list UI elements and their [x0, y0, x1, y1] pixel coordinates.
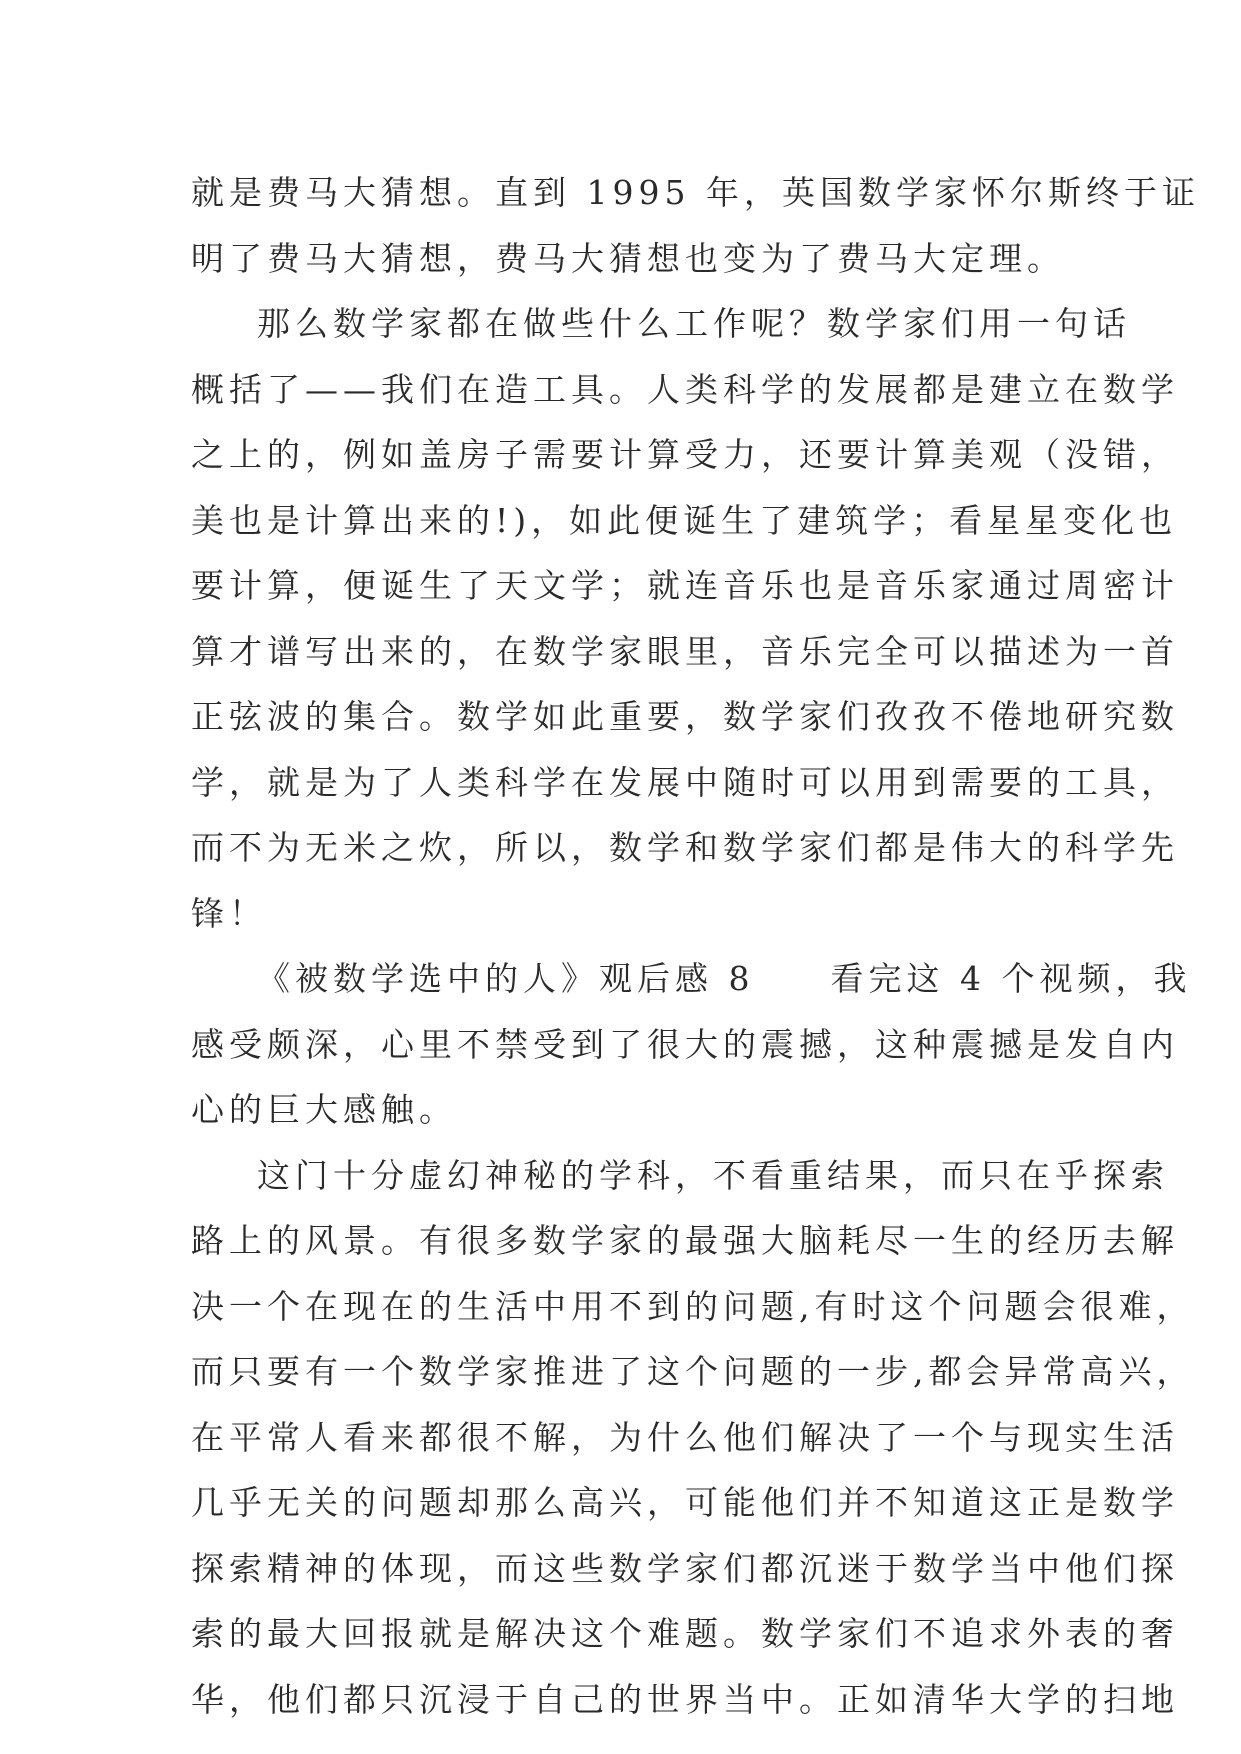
text-line: 明了费马大猜想，费马大猜想也变为了费马大定理。 — [191, 238, 1065, 278]
text-line: 而不为无米之炊，所以，数学和数学家们都是伟大的科学先 — [191, 828, 1179, 867]
text-line: 决一个在现在的生活中用不到的问题,有时这个问题会很难， — [191, 1286, 1195, 1326]
text-line: 这门十分虚幻神秘的学科，不看重结果，而只在乎探索 — [257, 1155, 1169, 1195]
text-line: 学，就是为了人类科学在发展中随时可以用到需要的工具， — [191, 762, 1179, 802]
text-line: 要计算，便诞生了天文学；就连音乐也是音乐家通过周密计 — [191, 566, 1179, 605]
text-line: 探索精神的体现，而这些数学家们都沉迷于数学当中他们探 — [191, 1548, 1179, 1588]
text-line: 之上的，例如盖房子需要计算受力，还要计算美观（没错， — [191, 435, 1179, 474]
text-line: 算才谱写出来的，在数学家眼里，音乐完全可以描述为一首 — [191, 631, 1179, 671]
text-line: 几乎无关的问题却那么高兴，可能他们并不知道这正是数学 — [191, 1483, 1179, 1522]
text-line: 而只要有一个数学家推进了这个问题的一步,都会异常高兴， — [191, 1352, 1195, 1391]
text-line: 感受颇深，心里不禁受到了很大的震撼，这种震撼是发自内 — [191, 1024, 1179, 1064]
text-line: 路上的风景。有很多数学家的最强大脑耗尽一生的经历去解 — [191, 1221, 1179, 1260]
text-line: 正弦波的集合。数学如此重要，数学家们孜孜不倦地研究数 — [191, 697, 1179, 736]
text-line: 《被数学选中的人》观后感 8 看完这 4 个视频，我 — [257, 959, 1192, 998]
text-line: 华，他们都只沉浸于自己的世界当中。正如清华大学的扫地 — [191, 1679, 1179, 1719]
text-line: 美也是计算出来的!)，如此便诞生了建筑学；看星星变化也 — [191, 500, 1178, 540]
text-line: 那么数学家都在做些什么工作呢？数学家们用一句话 — [257, 304, 1131, 343]
text-line: 在平常人看来都很不解，为什么他们解决了一个与现实生活 — [191, 1417, 1179, 1457]
text-line: 心的巨大感触。 — [191, 1090, 457, 1129]
body-text — [191, 160, 1200, 1732]
text-line: 概括了——我们在造工具。人类科学的发展都是建立在数学 — [191, 369, 1179, 409]
text-line: 就是费马大猜想。直到 1995 年，英国数学家怀尔斯终于证 — [191, 173, 1200, 212]
text-line: 锋！ — [191, 893, 267, 933]
text-line: 索的最大回报就是解决这个难题。数学家们不追求外表的奢 — [191, 1614, 1179, 1653]
